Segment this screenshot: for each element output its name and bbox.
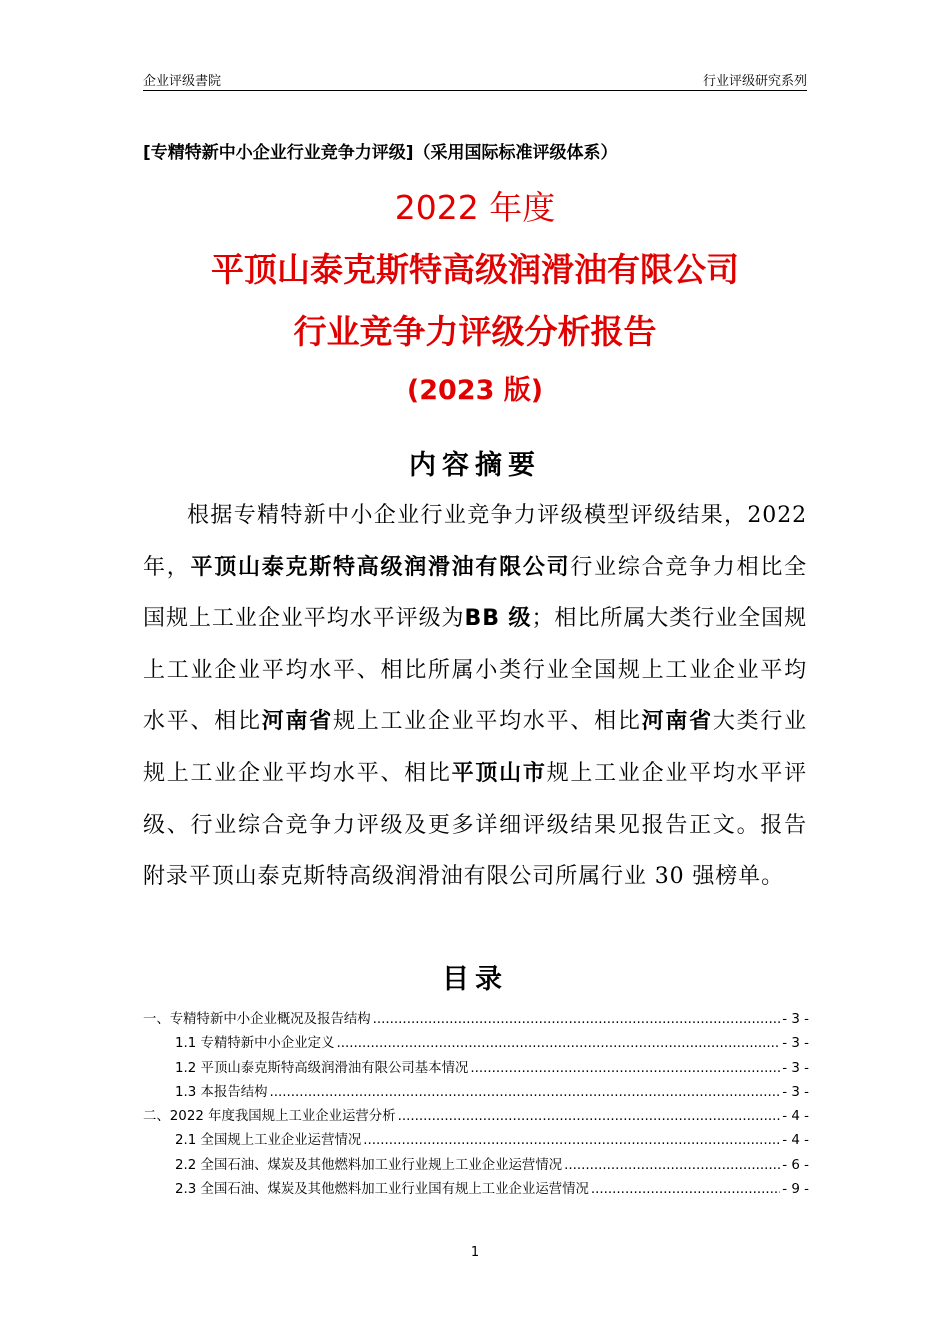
- toc-entry[interactable]: [143, 1032, 809, 1056]
- toc-entry-label: 2.3 全国石油、煤炭及其他燃料加工业行业国有规上工业企业运营情况: [175, 1182, 589, 1198]
- toc-leader-dots: [564, 1158, 780, 1173]
- abstract-text-6: 规上工业企业平均水平评级、行业综合竞争力评级及更多详细评级结果见报告正文。报告附录平顶山泰克斯特高级润滑油有限公司所属行业 30 强榜单。: [143, 760, 807, 890]
- toc-entry[interactable]: [143, 1105, 809, 1129]
- toc-entry-page: - 4 -: [782, 1133, 809, 1149]
- toc-entry-label: 1.2 平顶山泰克斯特高级润滑油有限公司基本情况: [175, 1060, 469, 1076]
- toc-entry-label: 1.1 专精特新中小企业定义: [175, 1036, 335, 1052]
- abstract-text-3: ；相比所属大类行业全国规上工业企业平均水平、相比所属小类行业全国规上工业企业平均水平、相比: [143, 606, 807, 735]
- toc-entry-page: - 3 -: [782, 1060, 809, 1076]
- abstract-text-4: 规上工业企业平均水平、相比: [332, 709, 642, 735]
- toc-leader-dots: [270, 1085, 781, 1100]
- toc-entry-label: 2.1 全国规上工业企业运营情况: [175, 1133, 362, 1149]
- toc-heading: 目录: [442, 964, 508, 995]
- toc-entry-page: - 6 -: [782, 1157, 809, 1173]
- page-header: [143, 66, 807, 91]
- toc-entry[interactable]: [143, 1008, 809, 1032]
- abstract-province-2: 河南省: [641, 709, 713, 735]
- toc-entry-label: 2.2 全国石油、煤炭及其他燃料加工业行业规上工业企业运营情况: [175, 1157, 563, 1173]
- toc-entry-page: - 3 -: [782, 1084, 809, 1100]
- abstract-company-name: 平顶山泰克斯特高级润滑油有限公司: [190, 554, 571, 580]
- toc-leader-dots: [336, 1036, 780, 1051]
- toc-entry-label: 一、专精特新中小企业概况及报告结构: [143, 1012, 371, 1027]
- abstract-text-2: 行业综合竞争力相比全国规上工业企业平均水平评级为: [143, 554, 807, 632]
- report-type-title: 行业竞争力评级分析报告: [293, 312, 657, 351]
- toc-entry[interactable]: [143, 1081, 809, 1105]
- report-year-title: 2022 年度: [394, 188, 556, 227]
- header-publisher: 企业评级書院: [143, 74, 222, 89]
- page-number: 1: [470, 1245, 480, 1260]
- abstract-text-5: 大类行业规上工业企业平均水平、相比: [143, 709, 807, 786]
- toc-leader-dots: [363, 1133, 780, 1148]
- header-series: 行业评级研究系列: [702, 74, 807, 89]
- toc-entry[interactable]: [143, 1129, 809, 1153]
- toc-leader-dots: [398, 1109, 781, 1124]
- toc-leader-dots: [591, 1182, 780, 1197]
- company-name-title: 平顶山泰克斯特高级润滑油有限公司: [211, 250, 739, 289]
- abstract-heading: 内容摘要: [409, 450, 541, 481]
- rating-category-line: [专精特新中小企业行业竞争力评级]（采用国际标准评级体系）: [143, 143, 618, 163]
- toc-entry-page: - 3 -: [782, 1036, 809, 1052]
- edition-title: (2023 版): [406, 375, 544, 406]
- abstract-city: 平顶山市: [451, 760, 547, 786]
- toc-entry[interactable]: [143, 1154, 809, 1178]
- abstract-paragraph: [143, 490, 807, 903]
- toc-entry-label: 二、2022 年度我国规上工业企业运营分析: [143, 1109, 396, 1125]
- table-of-contents: [143, 1008, 809, 1202]
- toc-entry-label: 1.3 本报告结构: [175, 1084, 268, 1100]
- toc-leader-dots: [373, 1012, 781, 1027]
- toc-entry-page: - 4 -: [782, 1109, 809, 1125]
- toc-entry-page: - 9 -: [782, 1182, 809, 1198]
- toc-leader-dots: [470, 1061, 780, 1076]
- abstract-text-1: 根据专精特新中小企业行业竞争力评级模型评级结果，2022 年，: [143, 503, 807, 580]
- toc-entry-page: - 3 -: [782, 1012, 809, 1027]
- abstract-rating: BB 级: [464, 606, 532, 632]
- toc-entry[interactable]: [143, 1057, 809, 1081]
- abstract-province-1: 河南省: [261, 709, 333, 735]
- toc-entry[interactable]: [143, 1178, 809, 1202]
